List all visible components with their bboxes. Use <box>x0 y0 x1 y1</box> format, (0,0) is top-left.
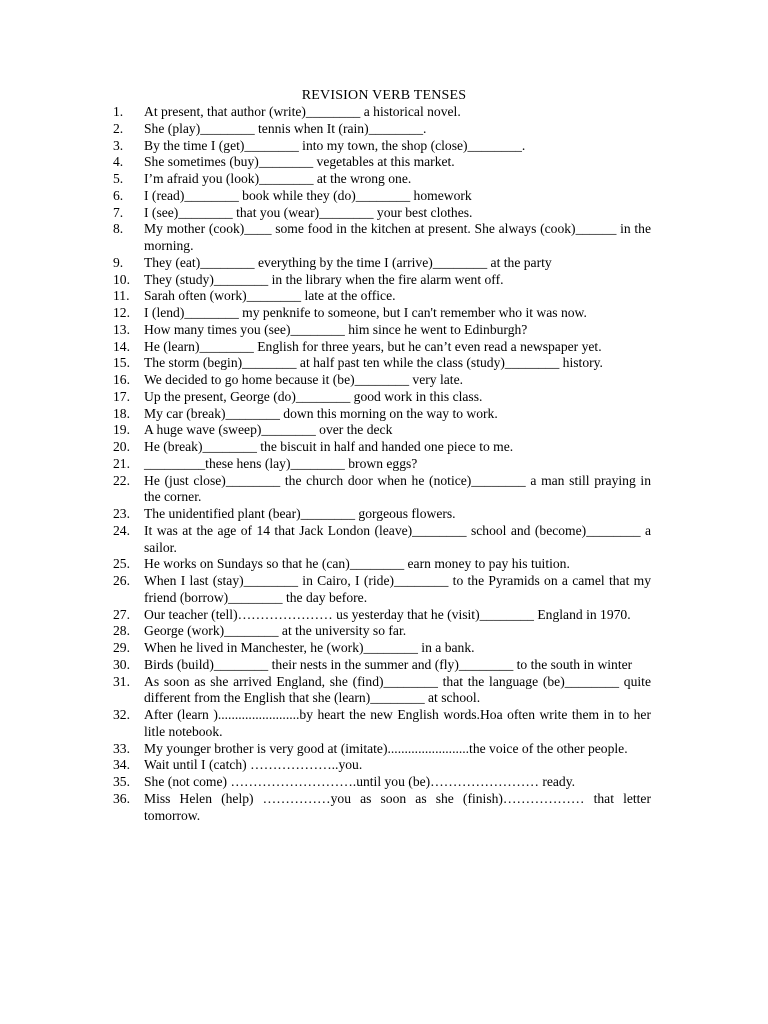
item-number: 22. <box>113 472 130 488</box>
exercise-item <box>113 523 651 557</box>
item-text: I (see)________ that you (wear)________ your best clothes. <box>144 204 473 220</box>
exercise-item <box>113 104 651 121</box>
exercise-item <box>113 221 651 255</box>
item-number: 26. <box>113 573 130 588</box>
exercise-item <box>113 657 651 674</box>
exercise-item <box>113 355 651 372</box>
exercise-item <box>113 741 651 758</box>
exercise-item <box>113 623 651 640</box>
item-text: At present, that author (write)________ a historical novel. <box>144 104 461 119</box>
exercise-item <box>113 506 651 523</box>
item-number: 16. <box>113 372 130 387</box>
item-number: 27. <box>113 606 130 622</box>
item-number: 2. <box>113 120 124 136</box>
item-number: 29. <box>113 640 130 655</box>
exercise-item <box>113 473 651 507</box>
exercise-item <box>113 674 651 708</box>
exercise-item <box>113 640 651 657</box>
item-number: 1. <box>113 104 124 119</box>
item-text: He (break)________ the biscuit in half and handed one piece to me. <box>144 439 514 454</box>
exercise-item <box>113 188 651 205</box>
item-number: 5. <box>113 171 124 186</box>
item-text: I (lend)________ my penknife to someone, but I can't remember who it was now. <box>144 305 587 320</box>
exercise-item <box>113 757 651 774</box>
item-text: They (study)________ in the library when the fire alarm went off. <box>144 271 504 287</box>
item-number: 3. <box>113 137 124 153</box>
item-number: 24. <box>113 522 130 538</box>
item-text: Up the present, George (do)________ good work in this class. <box>144 388 483 404</box>
item-number: 15. <box>113 355 130 371</box>
exercise-item <box>113 205 651 222</box>
item-text: After (learn )........................by heart the new English words.Hoa often write them in to her litle notebook. <box>144 707 651 739</box>
exercise-item <box>113 154 651 171</box>
item-text: It was at the age of 14 that Jack London (leave)________ school and (become)________ a sailor. <box>144 522 651 555</box>
exercise-item <box>113 305 651 322</box>
item-number: 30. <box>113 656 130 672</box>
item-text: When he lived in Manchester, he (work)________ in a bank. <box>144 640 475 655</box>
item-text: George (work)________ at the university so far. <box>144 623 407 639</box>
item-number: 4. <box>113 154 124 170</box>
item-text: Birds (build)________ their nests in the summer and (fly)________ to the south in winter <box>144 656 633 672</box>
item-text: He (learn)________ English for three years, but he can’t even read a newspaper yet. <box>144 338 602 354</box>
exercise-item <box>113 272 651 289</box>
item-number: 12. <box>113 305 130 320</box>
item-number: 14. <box>113 338 130 354</box>
exercise-item <box>113 439 651 456</box>
item-number: 6. <box>113 187 124 203</box>
item-number: 33. <box>113 740 130 756</box>
exercise-item <box>113 556 651 573</box>
item-text: My mother (cook)____ some food in the kitchen at present. She always (cook)______ in the morning. <box>144 221 651 253</box>
item-text: Sarah often (work)________ late at the office. <box>144 288 396 304</box>
exercise-item <box>113 121 651 138</box>
item-text: As soon as she arrived England, she (find)________ that the language (be)________ quite different from the English that she (learn)________ at school. <box>144 673 651 706</box>
item-number: 31. <box>113 673 130 689</box>
item-number: 17. <box>113 388 130 404</box>
exercise-item <box>113 791 651 825</box>
item-text: _________these hens (lay)________ brown eggs? <box>144 455 418 471</box>
item-number: 18. <box>113 405 130 421</box>
item-text: The unidentified plant (bear)________ gorgeous flowers. <box>144 506 456 521</box>
item-text: She (not come) ……………………….until you (be)…………………… ready. <box>144 774 576 789</box>
item-text: We decided to go home because it (be)________ very late. <box>144 372 464 387</box>
item-number: 19. <box>113 422 130 438</box>
exercise-item <box>113 406 651 423</box>
item-number: 32. <box>113 707 130 722</box>
item-text: Miss Helen (help) ……………you as soon as she (finish)……………… that letter tomorrow. <box>144 790 651 823</box>
item-number: 13. <box>113 321 130 337</box>
item-number: 10. <box>113 271 130 287</box>
exercise-item <box>113 607 651 624</box>
exercise-item <box>113 372 651 389</box>
item-number: 35. <box>113 774 130 789</box>
item-text: The storm (begin)________ at half past ten while the class (study)________ history. <box>144 355 603 371</box>
exercise-list <box>113 104 651 824</box>
exercise-item <box>113 389 651 406</box>
exercise-item <box>113 774 651 791</box>
item-text: How many times you (see)________ him since he went to Edinburgh? <box>144 321 528 337</box>
exercise-item <box>113 339 651 356</box>
item-text: By the time I (get)________ into my town, the shop (close)________. <box>144 137 526 153</box>
exercise-item <box>113 171 651 188</box>
item-text: My younger brother is very good at (imitate)........................the voice of the other people. <box>144 740 628 756</box>
item-text: He (just close)________ the church door when he (notice)________ a man still praying in the corner. <box>144 472 651 505</box>
page-title: REVISION VERB TENSES <box>301 88 467 103</box>
item-text: Our teacher (tell)………………… us yesterday that he (visit)________ England in 1970. <box>144 606 631 622</box>
item-text: They (eat)________ everything by the time I (arrive)________ at the party <box>144 254 552 270</box>
exercise-item <box>113 138 651 155</box>
item-text: He works on Sundays so that he (can)________ earn money to pay his tuition. <box>144 556 570 572</box>
exercise-item <box>113 707 651 741</box>
exercise-item <box>113 288 651 305</box>
item-number: 28. <box>113 623 130 639</box>
item-number: 25. <box>113 556 130 572</box>
item-number: 20. <box>113 439 130 454</box>
item-text: I’m afraid you (look)________ at the wrong one. <box>144 171 412 186</box>
item-text: She (play)________ tennis when It (rain)________. <box>144 120 427 136</box>
item-number: 11. <box>113 288 130 304</box>
item-text: My car (break)________ down this morning on the way to work. <box>144 405 498 421</box>
item-text: A huge wave (sweep)________ over the deck <box>144 422 393 438</box>
exercise-item <box>113 422 651 439</box>
item-number: 8. <box>113 221 124 237</box>
item-text: When I last (stay)________ in Cairo, I (ride)________ to the Pyramids on a camel that my friend (borrow)________ the day before. <box>144 573 651 605</box>
exercise-item <box>113 255 651 272</box>
item-number: 9. <box>113 254 124 270</box>
item-number: 21. <box>113 455 130 471</box>
exercise-item <box>113 322 651 339</box>
item-number: 7. <box>113 204 124 220</box>
item-text: She sometimes (buy)________ vegetables at this market. <box>144 154 455 170</box>
exercise-item <box>113 456 651 473</box>
item-number: 34. <box>113 757 130 773</box>
item-text: I (read)________ book while they (do)________ homework <box>144 187 472 203</box>
exercise-item <box>113 573 651 607</box>
item-number: 23. <box>113 506 130 521</box>
item-text: Wait until I (catch) ………………..you. <box>144 757 363 773</box>
item-number: 36. <box>113 790 130 806</box>
